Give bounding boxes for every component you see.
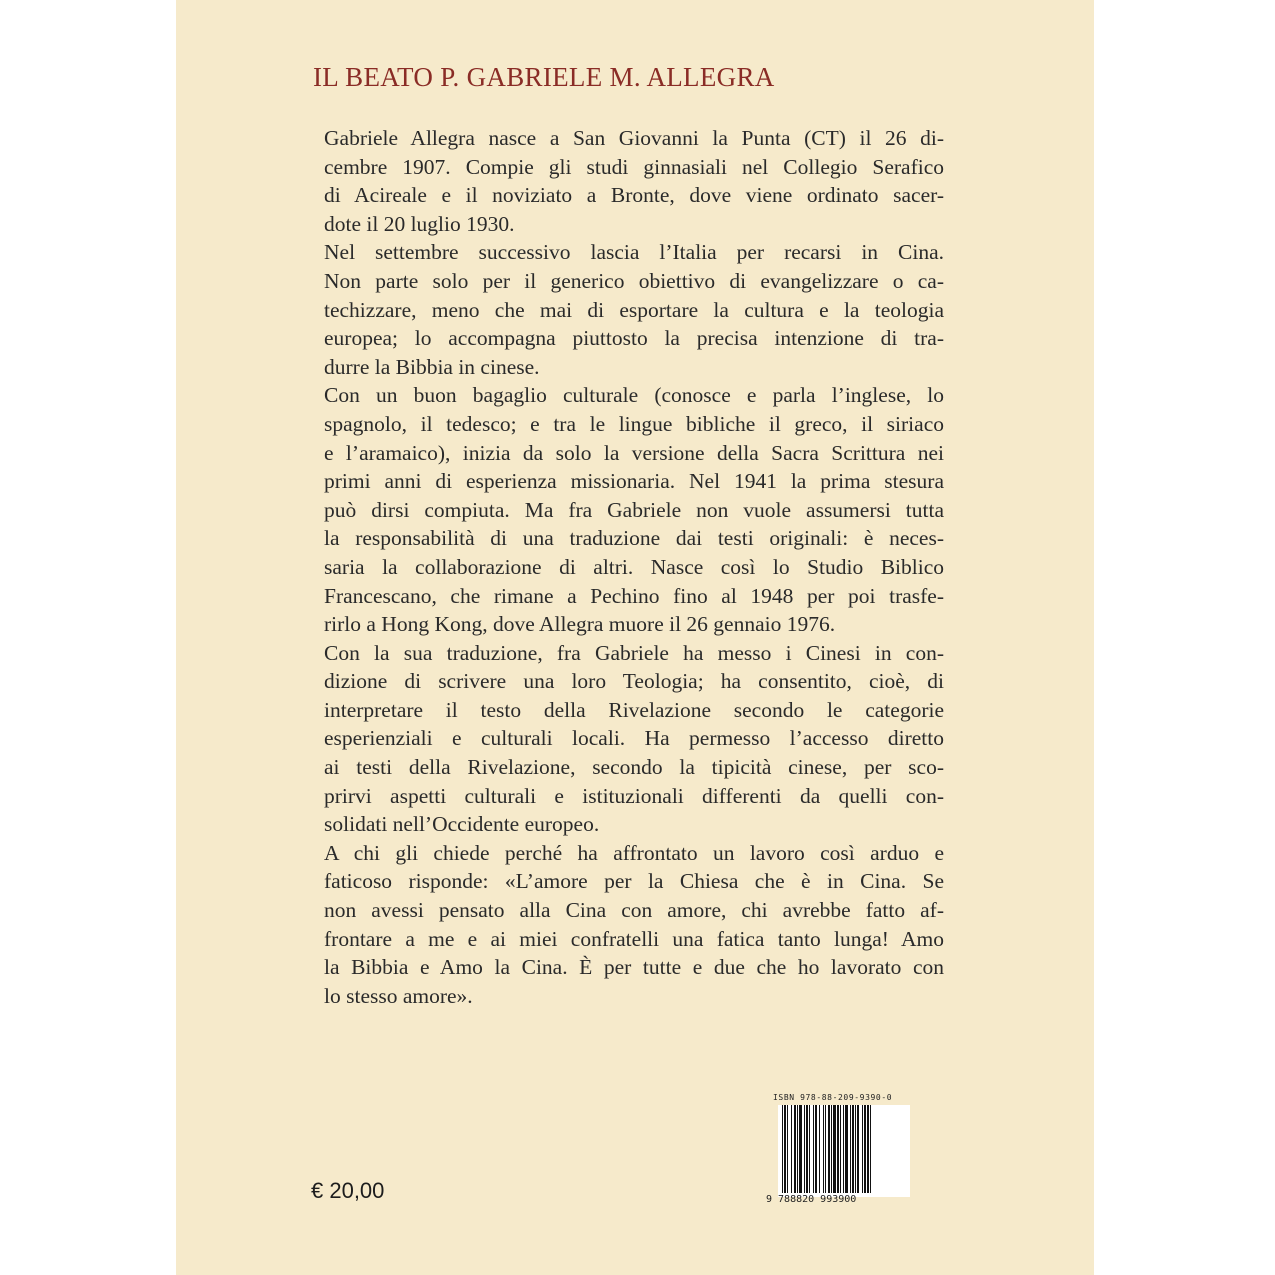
- text-line: e l’aramaico), inizia da solo la versione della Sacra Scrittura nei: [324, 440, 944, 465]
- text-line: può dirsi compiuta. Ma fra Gabriele non vuole assumersi tutta: [324, 497, 944, 522]
- text-line: Con la sua traduzione, fra Gabriele ha messo i Cinesi in con-: [324, 640, 944, 665]
- text-line: cembre 1907. Compie gli studi ginnasiali nel Collegio Serafico: [324, 154, 944, 179]
- barcode-digits: 9 788820 993900: [766, 1194, 857, 1205]
- text-line: frontare a me e ai miei confratelli una fatica tanto lunga! Amo: [324, 926, 944, 951]
- text-line: la Bibbia e Amo la Cina. È per tutte e due che ho lavorato con: [324, 955, 944, 980]
- barcode-bar: [852, 1105, 854, 1193]
- barcode-bar: [867, 1105, 869, 1193]
- text-line: ai testi della Rivelazione, secondo la tipicità cinese, per sco-: [324, 755, 944, 780]
- text-line: durre la Bibbia in cinese.: [324, 354, 540, 379]
- text-line: techizzare, meno che mai di esportare la cultura e la teologia: [324, 297, 944, 322]
- text-line: Nel settembre successivo lascia l’Italia per recarsi in Cina.: [324, 240, 944, 265]
- text-line: saria la collaborazione di altri. Nasce così lo Studio Biblico: [324, 554, 944, 579]
- barcode-bar: [843, 1105, 844, 1193]
- barcode-bar: [806, 1105, 808, 1193]
- barcode-bar: [825, 1105, 826, 1193]
- text-line: rirlo a Hong Kong, dove Allegra muore il 26 gennaio 1976.: [324, 612, 836, 637]
- text-line: lo stesso amore».: [324, 983, 473, 1008]
- barcode-image: [778, 1105, 910, 1197]
- text-line: europea; lo accompagna piuttosto la precisa intenzione di tra-: [324, 326, 944, 351]
- text-line: spagnolo, il tedesco; e tra le lingue bibliche il greco, il siriaco: [324, 411, 944, 436]
- barcode-bar: [823, 1105, 824, 1193]
- barcode-bar: [815, 1105, 817, 1193]
- barcode-bar: [845, 1105, 848, 1193]
- barcode-bar: [797, 1105, 798, 1193]
- text-line: primi anni di esperienza missionaria. Nel 1941 la prima stesura: [324, 469, 944, 494]
- back-cover: [176, 0, 1094, 1275]
- price-label: € 20,00: [311, 1178, 385, 1203]
- barcode-bar: [799, 1105, 802, 1193]
- text-line: la responsabilità di una traduzione dai testi originali: è neces-: [324, 526, 944, 551]
- barcode-bar: [787, 1105, 788, 1193]
- text-line: esperienziali e culturali locali. Ha permesso l’accesso diretto: [324, 726, 944, 751]
- barcode-bar: [809, 1105, 810, 1193]
- barcode-bar: [804, 1105, 805, 1193]
- text-line: prirvi aspetti culturali e istituzionali differenti da quelli con-: [324, 783, 944, 808]
- text-line: dote il 20 luglio 1930.: [324, 211, 515, 236]
- text-line: non avessi pensato alla Cina con amore, chi avrebbe fatto af-: [324, 898, 944, 923]
- barcode-bar: [840, 1105, 841, 1193]
- text-line: solidati nell’Occidente europeo.: [324, 812, 600, 837]
- text-line: dizione di scrivere una loro Teologia; ha consentito, cioè, di: [324, 669, 944, 694]
- barcode-bar: [784, 1105, 786, 1193]
- text-line: interpretare il testo della Rivelazione secondo le categorie: [324, 697, 944, 722]
- isbn-label: ISBN 978-88-209-9390-0: [773, 1093, 893, 1102]
- book-title: IL BEATO P. GABRIELE M. ALLEGRA: [313, 62, 775, 92]
- barcode-bar: [819, 1105, 820, 1193]
- barcode-bar: [870, 1105, 871, 1193]
- text-line: A chi gli chiede perché ha affrontato un lavoro così arduo e: [324, 840, 944, 865]
- text-line: di Acireale e il noviziato a Bronte, dove viene ordinato sacer-: [324, 183, 944, 208]
- barcode-bar: [833, 1105, 836, 1193]
- barcode-bar: [855, 1105, 856, 1193]
- text-line: faticoso risponde: «L’amore per la Chiesa che è in Cina. Se: [324, 869, 944, 894]
- barcode-bar: [791, 1105, 792, 1193]
- barcode-bar: [782, 1105, 783, 1193]
- barcode-bar: [850, 1105, 851, 1193]
- text-line: Francescano, che rimane a Pechino fino al 1948 per poi trasfe-: [324, 583, 944, 608]
- text-line: Non parte solo per il generico obiettivo di evangelizzare o ca-: [324, 268, 944, 293]
- text-line: Con un buon bagaglio culturale (conosce e parla l’inglese, lo: [324, 383, 944, 408]
- barcode-bar: [857, 1105, 859, 1193]
- barcode-bar: [831, 1105, 832, 1193]
- barcode-bar: [864, 1105, 866, 1193]
- barcode-bar: [794, 1105, 796, 1193]
- text-line: Gabriele Allegra nasce a San Giovanni la Punta (CT) il 26 di-: [324, 126, 944, 150]
- synopsis-text: [324, 124, 944, 1010]
- barcode-bar: [813, 1105, 814, 1193]
- barcode-bar: [862, 1105, 863, 1193]
- barcode-bar: [828, 1105, 830, 1193]
- barcode-bar: [837, 1105, 839, 1193]
